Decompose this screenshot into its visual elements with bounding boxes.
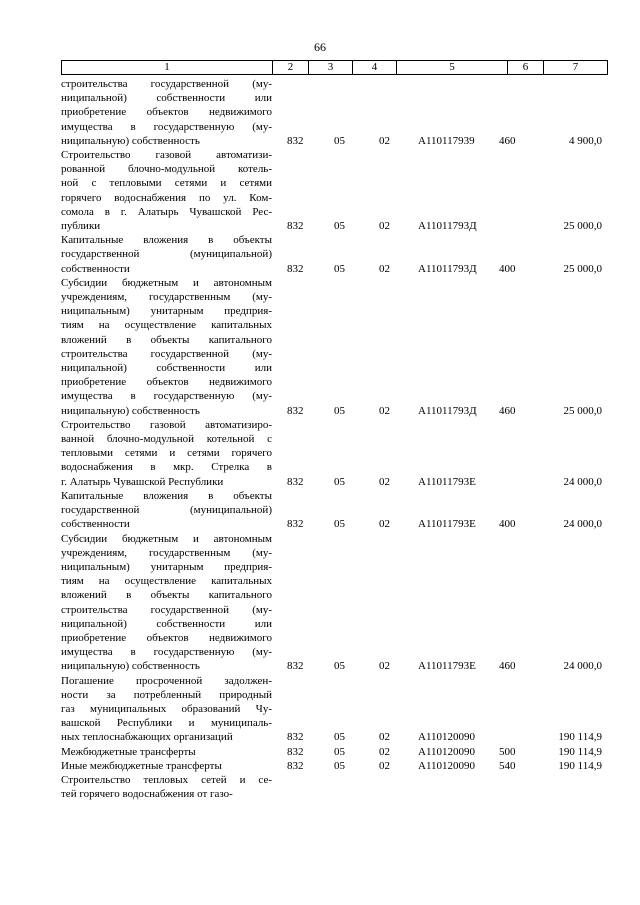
cell-c3: 05 [334, 518, 345, 531]
header-col-3: 3 [309, 61, 353, 75]
table-row [61, 532, 607, 674]
description-line: собственности [61, 518, 130, 531]
description-line: приобретение объектов недвижимого [61, 631, 272, 644]
cell-c4: 02 [379, 404, 390, 417]
cell-c6: 400 [499, 518, 516, 531]
cell-c4: 02 [379, 745, 390, 758]
table-row [61, 148, 607, 233]
row-description [61, 773, 272, 801]
row-description [61, 148, 272, 233]
cell-c7: 190 114,9 [558, 731, 602, 744]
cell-c6: 460 [499, 404, 516, 417]
cell-c7: 25 000,0 [563, 220, 602, 233]
description-line: имущества в государственную (му- [61, 120, 272, 133]
header-col-2: 2 [273, 61, 309, 75]
cell-c5: А110117939 [418, 134, 475, 147]
cell-c2: 832 [287, 518, 304, 531]
description-line: газ муниципальных образований Чу- [61, 702, 272, 715]
description-line: тепловыми сетями и сетями горячего [61, 447, 272, 460]
table-row [61, 276, 607, 418]
table-row [61, 418, 607, 489]
cell-c4: 02 [379, 134, 390, 147]
cell-c2: 832 [287, 731, 304, 744]
description-line: ниципальной) собственности или [61, 92, 272, 105]
cell-c3: 05 [334, 404, 345, 417]
cell-c6: 500 [499, 745, 516, 758]
description-line: ной с тепловыми сетями и сетями [61, 177, 272, 190]
cell-c2: 832 [287, 759, 304, 772]
description-line: ных теплоснабжающих организаций [61, 731, 233, 744]
cell-c6: 460 [499, 134, 516, 147]
description-line: Капитальные вложения в объекты [61, 234, 272, 247]
cell-c5: А110120090 [418, 759, 476, 772]
description-line: государственной (муниципальной) [61, 248, 272, 261]
cell-c3: 05 [334, 262, 345, 275]
description-line: ниципальной) собственности или [61, 617, 272, 630]
row-description [61, 77, 272, 148]
description-line: тиям на осуществление капитальных [61, 319, 272, 332]
table-row [61, 233, 607, 276]
row-description [61, 745, 272, 759]
cell-c6: 540 [499, 759, 516, 772]
description-line: г. Алатырь Чувашской Республики [61, 475, 224, 488]
description-line: учреждениям, государственным (му- [61, 291, 272, 304]
cell-c2: 832 [287, 404, 304, 417]
description-line: ниципальную) собственность [61, 134, 200, 147]
header-col-4: 4 [353, 61, 397, 75]
description-line: имущества в государственную (му- [61, 646, 272, 659]
table-row [61, 77, 607, 148]
description-line: вложений в объекты капитального [61, 589, 272, 602]
description-line: вложений в объекты капитального [61, 333, 272, 346]
description-line: публики [61, 220, 101, 233]
description-line: приобретение объектов недвижимого [61, 106, 272, 119]
table-row [61, 759, 607, 773]
table-row [61, 745, 607, 759]
cell-c4: 02 [379, 731, 390, 744]
header-col-6: 6 [508, 61, 544, 75]
description-line: строительства государственной (му- [61, 347, 272, 360]
cell-c2: 832 [287, 134, 304, 147]
cell-c5: А11011793Е [418, 518, 476, 531]
description-line: рованной блочно-модульной котель- [61, 163, 272, 176]
description-line: строительства государственной (му- [61, 78, 272, 90]
description-line: строительства государственной (му- [61, 603, 272, 616]
row-description [61, 276, 272, 418]
description-line: государственной (муниципальной) [61, 504, 272, 517]
description-line: Субсидии бюджетным и автономным [61, 532, 272, 545]
description-line: имущества в государственную (му- [61, 390, 272, 403]
cell-c2: 832 [287, 475, 304, 488]
cell-c7: 24 000,0 [563, 518, 602, 531]
cell-c4: 02 [379, 220, 390, 233]
cell-c7: 190 114,9 [558, 745, 602, 758]
cell-c5: А11011793Д [418, 220, 477, 233]
table-header [61, 60, 608, 75]
row-description [61, 489, 272, 532]
description-line: собственности [61, 262, 130, 275]
cell-c7: 4 900,0 [569, 134, 602, 147]
cell-c3: 05 [334, 731, 345, 744]
header-col-5: 5 [397, 61, 508, 75]
cell-c7: 24 000,0 [563, 660, 602, 673]
description-line: Субсидии бюджетным и автономным [61, 276, 272, 289]
cell-c7: 24 000,0 [563, 475, 602, 488]
description-line: Капитальные вложения в объекты [61, 489, 272, 502]
description-line: Межбюджетные трансферты [61, 745, 196, 758]
description-line: тей горячего водоснабжения от газо- [61, 788, 233, 801]
description-line: ниципальной) собственности или [61, 362, 272, 375]
description-line: учреждениям, государственным (му- [61, 546, 272, 559]
cell-c5: А11011793Е [418, 475, 476, 488]
cell-c5: А11011793Е [418, 660, 476, 673]
cell-c2: 832 [287, 660, 304, 673]
cell-c4: 02 [379, 475, 390, 488]
cell-c6: 400 [499, 262, 516, 275]
description-line: ниципальным) унитарным предприя- [61, 560, 272, 573]
cell-c2: 832 [287, 745, 304, 758]
description-line: приобретение объектов недвижимого [61, 376, 272, 389]
cell-c5: А11011793Д [418, 262, 477, 275]
cell-c7: 25 000,0 [563, 404, 602, 417]
header-col-7: 7 [544, 61, 608, 75]
cell-c7: 190 114,9 [558, 759, 602, 772]
description-line: ванной блочно-модульной котельной с [61, 433, 272, 446]
cell-c3: 05 [334, 759, 345, 772]
description-line: Строительство тепловых сетей и се- [61, 773, 272, 786]
cell-c5: А11011793Д [418, 404, 477, 417]
cell-c5: А110120090 [418, 745, 476, 758]
description-line: горячего водоснабжения по ул. Ком- [61, 191, 272, 204]
row-description [61, 233, 272, 276]
description-line: Иные межбюджетные трансферты [61, 759, 222, 772]
table-row [61, 773, 607, 801]
cell-c4: 02 [379, 660, 390, 673]
description-line: тиям на осуществление капитальных [61, 575, 272, 588]
header-col-1: 1 [62, 61, 273, 75]
description-line: ниципальную) собственность [61, 660, 200, 673]
cell-c3: 05 [334, 134, 345, 147]
row-description [61, 532, 272, 674]
page-number: 66 [314, 40, 326, 54]
cell-c6: 460 [499, 660, 516, 673]
description-line: сомола в г. Алатырь Чувашской Рес- [61, 205, 272, 218]
cell-c4: 02 [379, 759, 390, 772]
description-line: ности за потребленный природный [61, 688, 272, 701]
description-line: Строительство газовой автоматизи- [61, 149, 272, 162]
description-line: вашской Республики и муниципаль- [61, 717, 272, 730]
cell-c3: 05 [334, 660, 345, 673]
description-line: ниципальную) собственность [61, 404, 200, 417]
row-description [61, 418, 272, 489]
cell-c2: 832 [287, 262, 304, 275]
row-description [61, 674, 272, 745]
cell-c3: 05 [334, 475, 345, 488]
table-row [61, 674, 607, 745]
cell-c3: 05 [334, 745, 345, 758]
table-body [61, 77, 607, 801]
cell-c3: 05 [334, 220, 345, 233]
cell-c7: 25 000,0 [563, 262, 602, 275]
description-line: Строительство газовой автоматизиро- [61, 418, 272, 431]
cell-c4: 02 [379, 518, 390, 531]
cell-c4: 02 [379, 262, 390, 275]
table-row [61, 489, 607, 532]
description-line: Погашение просроченной задолжен- [61, 674, 272, 687]
description-line: ниципальным) унитарным предприя- [61, 305, 272, 318]
cell-c2: 832 [287, 220, 304, 233]
cell-c5: А110120090 [418, 731, 476, 744]
description-line: водоснабжения в мкр. Стрелка в [61, 461, 272, 474]
row-description [61, 759, 272, 773]
